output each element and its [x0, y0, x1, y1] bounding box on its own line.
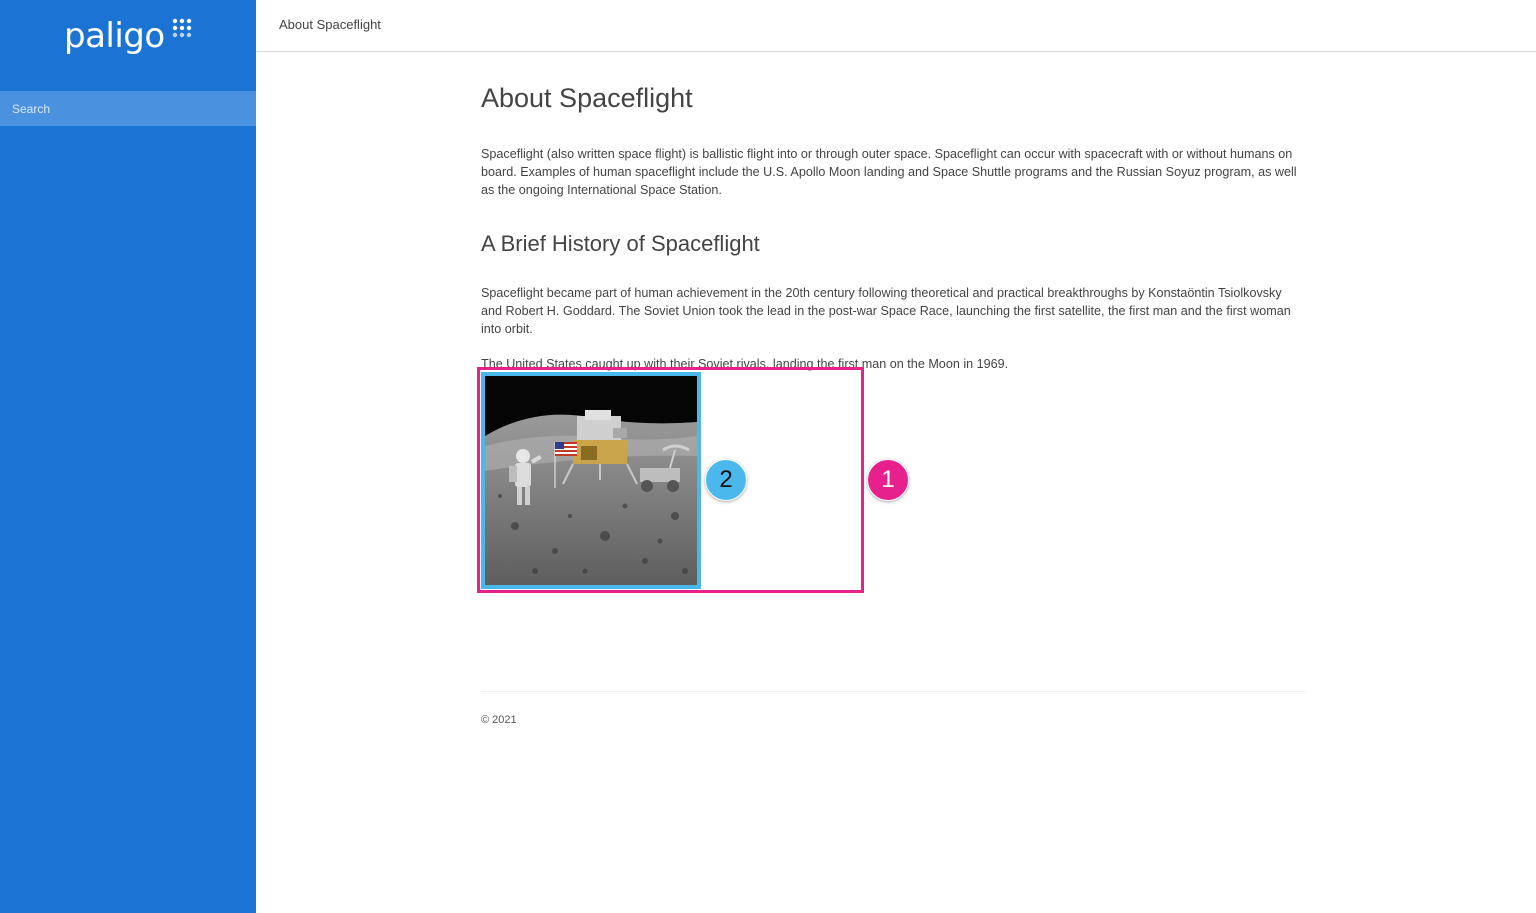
sidebar — [0, 0, 256, 913]
footer-copyright: © 2021 — [481, 714, 517, 726]
article-content — [481, 80, 1306, 374]
callout-badge-1: 1 — [867, 459, 909, 501]
breadcrumb[interactable]: About Spaceflight — [279, 17, 381, 32]
callout-badge-2: 2 — [705, 459, 747, 501]
top-bar — [256, 0, 1536, 52]
page-title: About Spaceflight — [481, 83, 693, 113]
moon-landing-image[interactable] — [481, 372, 701, 589]
history-paragraph-2: The United States caught up with their Soviet rivals, landing the first man on the Moon in 1969. — [481, 356, 1009, 371]
paligo-logo[interactable] — [64, 14, 204, 58]
search-input[interactable] — [0, 91, 256, 126]
section-title: A Brief History of Spaceflight — [481, 231, 760, 257]
footer-divider — [481, 691, 1306, 692]
logo-dots-icon — [172, 18, 192, 38]
moon-landing-picture — [485, 376, 697, 585]
intro-paragraph: Spaceflight (also written space flight) is ballistic flight into or through outer space. Spaceflight can occur with spacecraft with or without humans on board. Examples of human spaceflight include the U.S. Apollo Moon landing and Space Shuttle programs and the Russian Soyuz program, as well as the ongoing International Space Station. — [481, 147, 1297, 197]
logo-text: paligo — [64, 16, 165, 56]
history-paragraph-1: Spaceflight became part of human achievement in the 20th century following theoretical and practical breakthroughs by Konstaöntin Tsiolkovsky and Robert H. Goddard. The Soviet Union took the lead in the post-war Space Race, launching the first satellite, the first man and the first woman into orbit. — [481, 286, 1291, 336]
